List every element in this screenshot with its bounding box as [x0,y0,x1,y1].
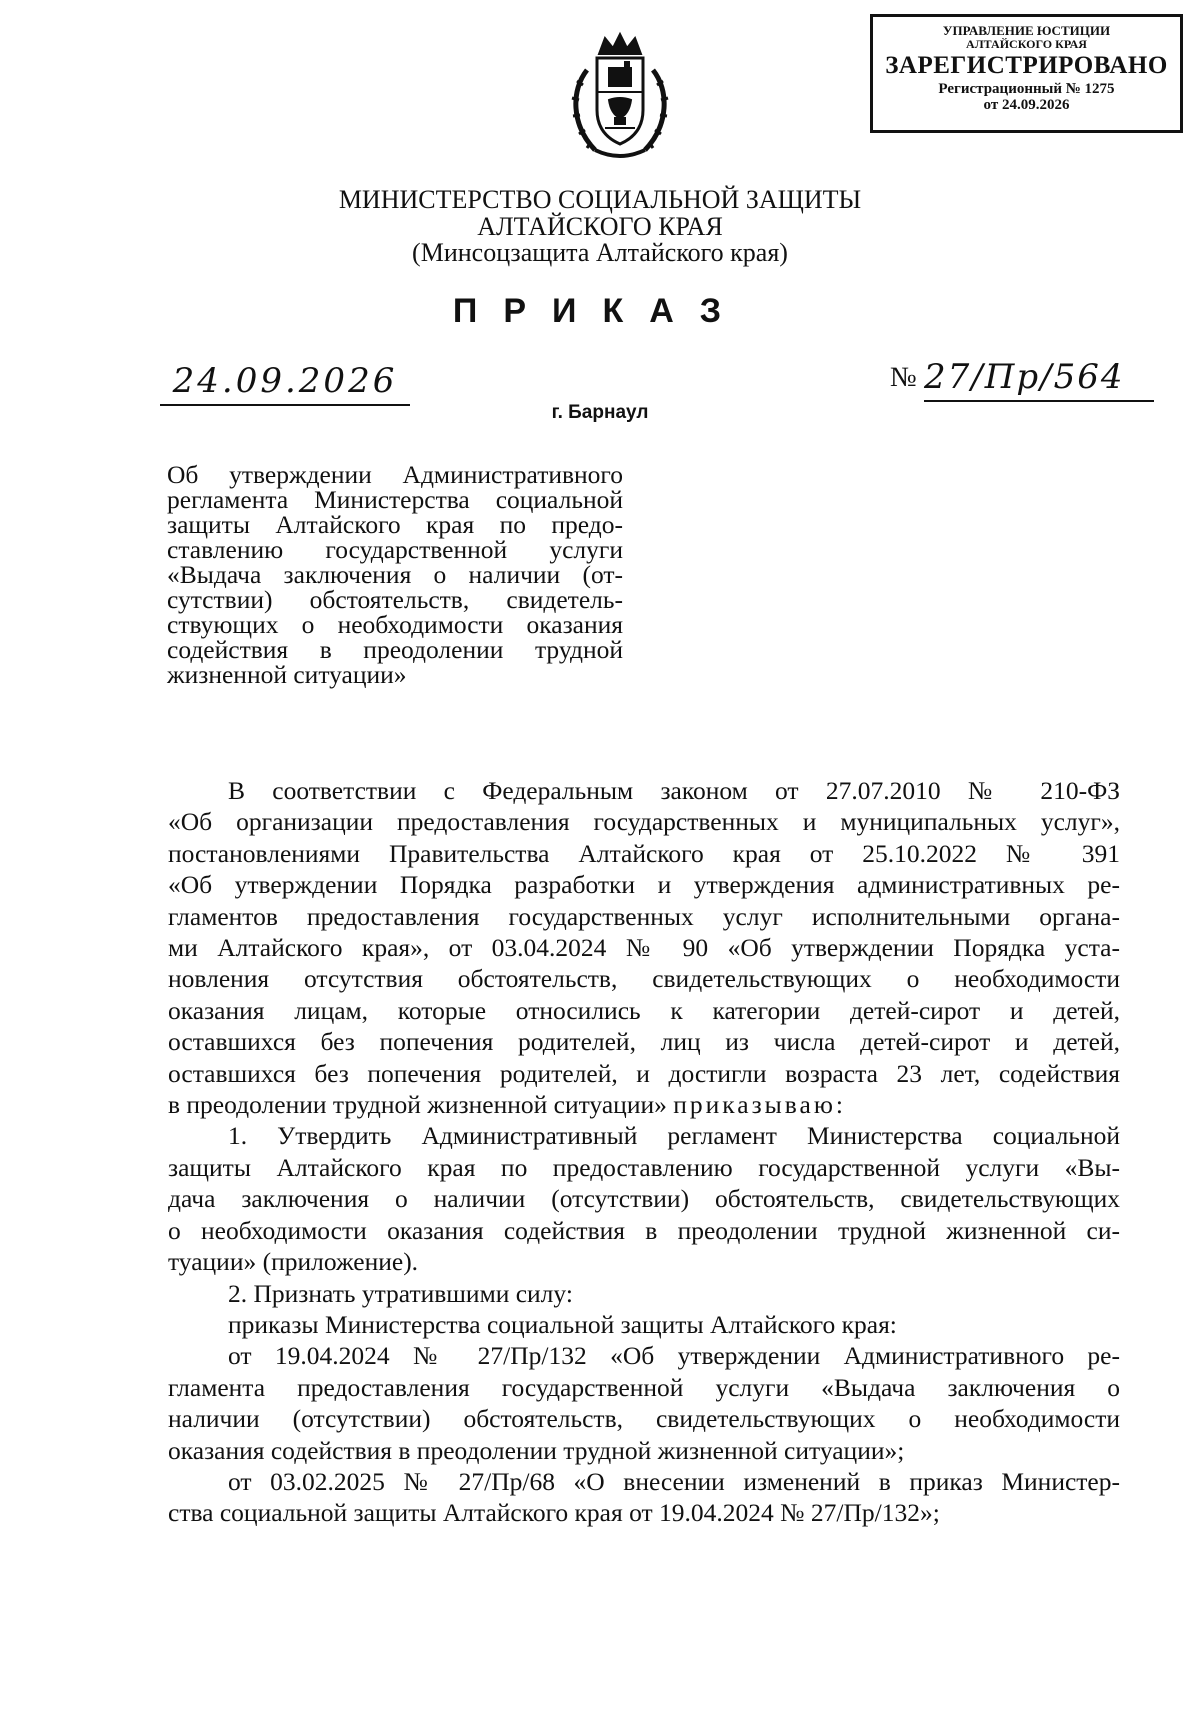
body-line-text: наличии (отсутствии) обстоятельств, свидетельствующих о необходимости [168,1404,1120,1434]
body-line [168,1120,1120,1151]
stamp-agency-line2: АЛТАЙСКОГО КРАЯ [966,36,1087,51]
body-line-text: в преодолении трудной жизненной ситуации» [168,1090,667,1120]
body-line [168,932,1120,963]
body-line [168,963,1120,994]
body-line [168,1278,1120,1309]
body-line-text: приказы Министерства социальной защиты Алтайского края: [228,1309,897,1339]
body-line-text: постановлениями Правительства Алтайского края от 25.10.2022 № 391 [168,838,1120,868]
body-line-text: В соответствии с Федеральным законом от 27.07.2010 № 210-ФЗ [228,776,1120,805]
body-line-text: 2. Признать утратившими силу: [228,1278,573,1308]
number-sign: № [890,362,917,393]
subject-line: «Выдача заключения о наличии (от- [167,560,623,589]
handwritten-order-number: 27/Пр/564 [924,354,1154,402]
document-type-title: ПРИКАЗ [452,292,748,330]
body-line-text: от 03.02.2025 № 27/Пр/68 «О внесении изменений в приказ Министер- [228,1466,1120,1496]
body-line-text: ми Алтайского края», от 03.04.2024 № 90 «Об утверждении Порядка уста- [168,933,1120,963]
stamp-reg-date: от 24.09.2026 [983,97,1070,114]
order-subject [167,462,623,687]
body-line [168,1372,1120,1403]
subject-line: сутствии) обстоятельств, свидетель- [167,585,623,614]
body-line [168,1497,1120,1528]
subject-line: Об утверждении Административного [167,460,623,489]
body-line [168,1403,1120,1434]
subject-line: ставлению государственной услуги [167,535,623,564]
subject-line: содействия в преодолении трудной [167,635,623,664]
body-line [168,775,1120,806]
body-line [168,995,1120,1026]
body-line [168,1089,1120,1120]
body-line-text: гламентов предоставления государственных услуг исполнительными органа- [168,901,1120,931]
body-line-text: туации» (приложение). [168,1247,419,1277]
org-short-name: (Минсоцзащита Алтайского края) [412,238,788,267]
body-line-text: «Об организации предоставления государственных и муниципальных услуг», [168,807,1120,837]
body-line-text: оставшихся без попечения родителей, лиц из числа детей-сирот и детей, [168,1027,1120,1057]
body-line-text: от 19.04.2024 № 27/Пр/132 «Об утверждении Административного ре- [228,1341,1120,1371]
body-line [168,869,1120,900]
body-line [168,1183,1120,1214]
body-line-text: гламента предоставления государственной услуги «Выдача заключения о [168,1372,1120,1402]
body-line [168,1309,1120,1340]
body-line-text: оказания содействия в преодолении трудной жизненной ситуации»; [168,1435,905,1465]
body-line-text: оказания лицам, которые относились к категории детей-сирот и детей, [168,995,1120,1025]
stamp-status: ЗАРЕГИСТРИРОВАНО [885,52,1168,80]
subject-line: ствующих о необходимости оказания [167,610,623,639]
body-line-text: «Об утверждении Порядка разработки и утверждения административных ре- [168,870,1120,900]
body-line [168,838,1120,869]
org-name-line2: АЛТАЙСКОГО КРАЯ [477,212,723,241]
order-directive-word: приказываю: [673,1090,846,1120]
body-line [168,901,1120,932]
body-line-text: ства социальной защиты Алтайского края от 19.04.2024 № 27/Пр/132»; [168,1498,940,1528]
body-line-text: оставшихся без попечения родителей, и достигли возраста 23 лет, содействия [168,1058,1120,1088]
body-line [168,1246,1120,1277]
body-line [168,1026,1120,1057]
body-line [168,806,1120,837]
coat-of-arms-emblem [565,30,675,170]
body-line [168,1435,1120,1466]
body-line [168,1466,1120,1497]
body-line [168,1058,1120,1089]
body-line-text: защиты Алтайского края по предоставлению государственной услуги «Вы- [168,1152,1120,1182]
subject-line: жизненной ситуации» [167,660,407,689]
body-line [168,1215,1120,1246]
city-label: г. Барнаул [551,402,649,423]
registration-stamp [870,14,1183,133]
body-line [168,1152,1120,1183]
body-line-text: 1. Утвердить Административный регламент Министерства социальной [228,1121,1120,1151]
body-line [168,1340,1120,1371]
org-name-line1: МИНИСТЕРСТВО СОЦИАЛЬНОЙ ЗАЩИТЫ [338,185,862,214]
body-line-text: дача заключения о наличии (отсутствии) обстоятельств, свидетельствующих [168,1184,1120,1214]
subject-line: защиты Алтайского края по предо- [167,510,623,539]
subject-line: регламента Министерства социальной [167,485,623,514]
stamp-agency-line1: УПРАВЛЕНИЕ ЮСТИЦИИ [942,23,1111,38]
handwritten-date: 24.09.2026 [160,358,410,406]
body-line-text: новления отсутствия обстоятельств, свидетельствующих о необходимости [168,964,1120,994]
order-body [168,775,1120,1529]
stamp-reg-number: Регистрационный № 1275 [938,81,1115,98]
body-line-text: о необходимости оказания содействия в преодолении трудной жизненной си- [168,1215,1120,1245]
